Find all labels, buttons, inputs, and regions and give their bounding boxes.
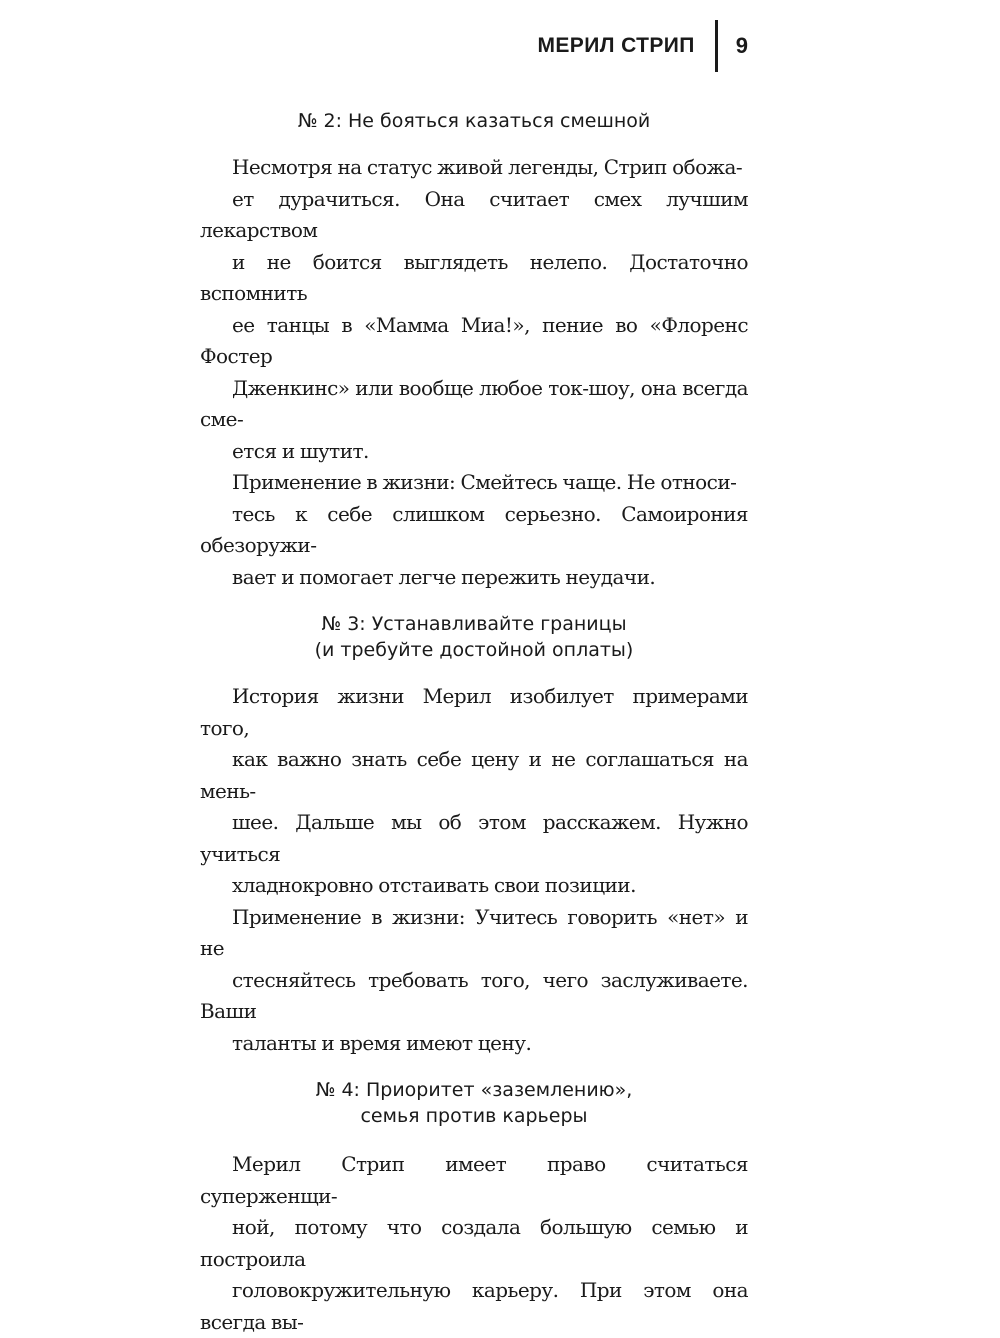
text-line: хладнокровно отстаивать свои позиции.	[232, 873, 636, 897]
paragraph	[200, 152, 748, 467]
section-heading-2	[200, 108, 748, 134]
paragraph	[200, 1149, 748, 1338]
text-line: и не боится выглядеть нелепо. Достаточно вспомнить	[200, 249, 748, 305]
text-line: тесь к себе слишком серьезно. Самоирония обезоружи-	[200, 501, 748, 557]
text-line: ее танцы в «Мамма Миа!», пение во «Флоренс Фостер	[200, 312, 748, 368]
text-line: ет дурачиться. Она считает смех лучшим лекарством	[200, 186, 748, 242]
heading-line: № 2: Не бояться казаться смешной	[297, 110, 651, 132]
page-body	[200, 105, 748, 1338]
heading-line: (и требуйте достойной оплаты)	[314, 639, 634, 661]
page-number: 9	[735, 33, 748, 58]
section-heading-4	[200, 1077, 748, 1129]
paragraph	[200, 467, 748, 593]
text-line: как важно знать себе цену и не соглашаться на мень-	[200, 747, 748, 803]
running-head	[538, 20, 749, 72]
text-line: Дженкинс» или вообще любое ток-шоу, она всегда сме-	[200, 375, 748, 431]
text-line: таланты и время имеют цену.	[232, 1030, 532, 1055]
paragraph	[200, 902, 748, 1060]
text-line: головокружительную карьеру. При этом она всегда вы-	[200, 1278, 748, 1334]
text-line: стесняйтесь требовать того, чего заслуживаете. Ваши	[200, 967, 748, 1023]
text-line: История жизни Мерил изобилует примерами того,	[200, 684, 748, 740]
text-line: Применение в жизни: Учитесь говорить «нет» и не	[200, 904, 748, 960]
text-line: ной, потому что создала большую семью и построила	[200, 1215, 748, 1271]
running-title: МЕРИЛ СТРИП	[537, 34, 695, 57]
heading-line: семья против карьеры	[360, 1105, 588, 1127]
heading-line: № 4: Приоритет «заземлению»,	[315, 1079, 633, 1101]
text-line: вает и помогает легче пережить неудачи.	[232, 564, 656, 589]
text-line: Несмотря на статус живой легенды, Стрип обожа-	[232, 155, 743, 179]
paragraph	[200, 681, 748, 902]
text-line: шее. Дальше мы об этом расскажем. Нужно учиться	[200, 810, 748, 866]
text-line: Применение в жизни: Смейтесь чаще. Не относи-	[232, 470, 737, 494]
text-line: ется и шутит.	[232, 438, 369, 463]
heading-line: № 3: Устанавливайте границы	[321, 613, 627, 635]
section-heading-3	[200, 611, 748, 663]
text-line: Мерил Стрип имеет право считаться суперженщи-	[200, 1152, 748, 1208]
